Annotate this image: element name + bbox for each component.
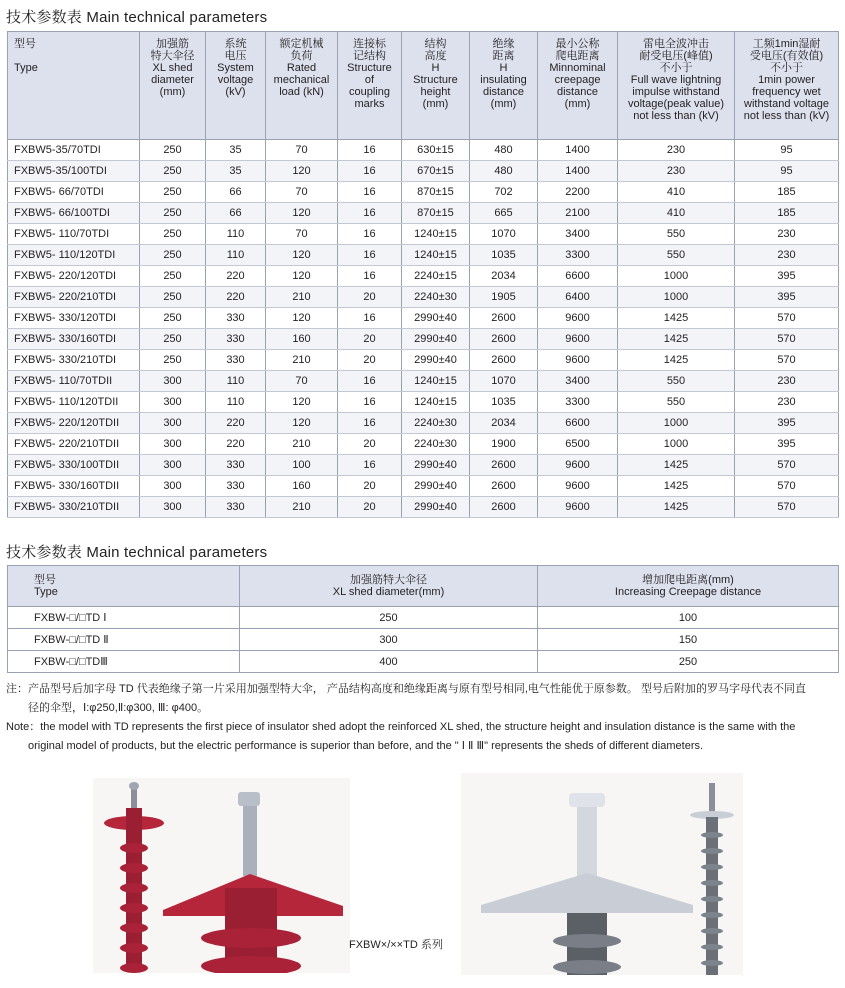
table-cell: 550: [618, 224, 735, 245]
column-header-en: insulating: [480, 74, 527, 86]
table-cell: 120: [266, 245, 338, 266]
column-header-en: Rated: [286, 62, 317, 74]
note-english: [6, 718, 840, 756]
column-header-en: (mm): [422, 98, 449, 110]
table-cell: 300: [140, 476, 206, 497]
grey-insulator-illustration: [461, 773, 743, 975]
table-cell: 2600: [470, 476, 538, 497]
column-header: [8, 566, 240, 607]
table-cell: 6400: [538, 287, 618, 308]
table-cell: 250: [140, 140, 206, 161]
table-cell: 9600: [538, 329, 618, 350]
column-header-en: voltage: [217, 74, 254, 86]
table-cell: 300: [140, 392, 206, 413]
table-cell: 550: [618, 245, 735, 266]
model-type-cell: FXBW5- 220/120TDI: [8, 266, 140, 287]
column-header-en: of: [364, 74, 375, 86]
column-header: [538, 566, 839, 607]
table-cell: 120: [266, 161, 338, 182]
table-row: [8, 392, 839, 413]
table-cell: 400: [240, 651, 538, 673]
model-type-cell: FXBW5-35/70TDI: [8, 140, 140, 161]
table-cell: 870±15: [402, 203, 470, 224]
table-cell: 16: [338, 455, 402, 476]
table-row: [8, 455, 839, 476]
table-cell: 1425: [618, 308, 735, 329]
table-cell: 2600: [470, 455, 538, 476]
model-type-cell: FXBW5- 220/120TDII: [8, 413, 140, 434]
table-row: [8, 203, 839, 224]
table-cell: 2600: [470, 497, 538, 518]
table-cell: 16: [338, 224, 402, 245]
table-cell: 100: [538, 607, 839, 629]
table-cell: 110: [206, 371, 266, 392]
table-cell: 3400: [538, 224, 618, 245]
table-cell: 300: [240, 629, 538, 651]
model-type-cell: FXBW5- 110/70TDI: [8, 224, 140, 245]
table-cell: 9600: [538, 308, 618, 329]
table-cell: 395: [735, 266, 839, 287]
table-cell: 210: [266, 350, 338, 371]
table-cell: 480: [470, 161, 538, 182]
column-header-cn: 爬电距离: [555, 50, 600, 62]
note-en-line-1: Note：the model with TD represents the first piece of insulator shed adopt the reinforced XL shed, the structure height and insulation distance is the same with the: [6, 721, 796, 733]
red-insulator-illustration: [93, 778, 350, 973]
column-header: [266, 32, 338, 140]
table-cell: 3300: [538, 392, 618, 413]
model-type-cell: FXBW5- 330/160TDI: [8, 329, 140, 350]
table-cell: 1240±15: [402, 392, 470, 413]
table-cell: 3400: [538, 371, 618, 392]
table-row: [8, 140, 839, 161]
table-cell: 1400: [538, 140, 618, 161]
table-cell: 160: [266, 329, 338, 350]
model-type-cell: FXBW5-35/100TDI: [8, 161, 140, 182]
table-cell: 410: [618, 203, 735, 224]
table-cell: 1035: [470, 392, 538, 413]
table-cell: 16: [338, 266, 402, 287]
model-type-cell: FXBW5- 110/70TDII: [8, 371, 140, 392]
table-cell: 6600: [538, 413, 618, 434]
table-row: [8, 497, 839, 518]
table-cell: 2600: [470, 350, 538, 371]
table-cell: 1425: [618, 476, 735, 497]
column-header-en: Increasing Creepage distance: [614, 586, 762, 598]
column-header-en: load (kN): [279, 86, 324, 98]
column-header-cn: 结构: [424, 38, 447, 50]
table-cell: 1425: [618, 455, 735, 476]
table-cell: 570: [735, 350, 839, 371]
table-cell: 230: [618, 140, 735, 161]
technical-parameters-table: [7, 31, 839, 518]
table-cell: 570: [735, 308, 839, 329]
column-header-cn: 加强筋: [156, 38, 189, 50]
section-title-1: 技术参数表 Main technical parameters: [6, 9, 268, 26]
note-cn-line-2: 径的伞型，Ⅰ:φ250,Ⅱ:φ300, Ⅲ: φ400。: [28, 702, 209, 714]
table-cell: 70: [266, 182, 338, 203]
model-type-cell: FXBW5- 110/120TDI: [8, 245, 140, 266]
column-header: [338, 32, 402, 140]
table-cell: 9600: [538, 497, 618, 518]
table-row: [8, 161, 839, 182]
table-cell: 300: [140, 413, 206, 434]
table-cell: 670±15: [402, 161, 470, 182]
column-header-en: (kV): [225, 86, 246, 98]
column-header-cn: 连接标: [353, 38, 386, 50]
table-cell: 120: [266, 266, 338, 287]
table-cell: 2240±30: [402, 413, 470, 434]
red-insulator-photo: [93, 778, 350, 973]
table-cell: 95: [735, 161, 839, 182]
table-cell: 330: [206, 455, 266, 476]
model-type-cell: FXBW5- 110/120TDII: [8, 392, 140, 413]
table-cell: 665: [470, 203, 538, 224]
section-title-2: 技术参数表 Main technical parameters: [6, 544, 268, 561]
table-cell: 1070: [470, 371, 538, 392]
column-header-cn: 雷电全波冲击: [643, 38, 709, 50]
table-row: [8, 607, 839, 629]
column-header-cn: H: [431, 62, 440, 74]
table-row: [8, 224, 839, 245]
table-cell: 20: [338, 434, 402, 455]
table-cell: 16: [338, 308, 402, 329]
table-row: [8, 413, 839, 434]
column-header-en: (mm): [564, 98, 591, 110]
model-type-cell: FXBW5- 220/210TDII: [8, 434, 140, 455]
table-cell: 95: [735, 140, 839, 161]
table-cell: 300: [140, 434, 206, 455]
column-header-cn: 记结构: [353, 50, 386, 62]
table-cell: 16: [338, 371, 402, 392]
table-cell: 16: [338, 203, 402, 224]
table-cell: 220: [206, 434, 266, 455]
table-cell: 300: [140, 455, 206, 476]
table-cell: 1240±15: [402, 245, 470, 266]
table-cell: 1425: [618, 329, 735, 350]
table-cell: 220: [206, 287, 266, 308]
column-header-cn: 负荷: [290, 50, 313, 62]
table-row: [8, 182, 839, 203]
table-cell: 1000: [618, 413, 735, 434]
column-header-cn: 电压: [224, 50, 247, 62]
table-cell: 230: [618, 161, 735, 182]
table-cell: 1000: [618, 266, 735, 287]
table-cell: 300: [140, 497, 206, 518]
column-header-cn: 额定机械: [279, 38, 324, 50]
table-cell: 1035: [470, 245, 538, 266]
note-en-line-2: original model of products, but the electric performance is superior than before, and the " Ⅰ Ⅱ Ⅲ" represents the sheds of different diameters.: [28, 740, 704, 752]
table-cell: 210: [266, 434, 338, 455]
table-cell: 1905: [470, 287, 538, 308]
table-cell: 160: [266, 476, 338, 497]
table-cell: 2240±30: [402, 434, 470, 455]
table-cell: 2034: [470, 266, 538, 287]
table-cell: 230: [735, 224, 839, 245]
table-cell: 20: [338, 329, 402, 350]
column-header-en: XL shed diameter(mm): [332, 586, 445, 598]
table-cell: 2200: [538, 182, 618, 203]
table-cell: 70: [266, 140, 338, 161]
table-cell: 70: [266, 224, 338, 245]
column-header-en: withstand voltage: [744, 98, 829, 110]
column-header-cn: 型号: [14, 38, 36, 50]
column-header-en: marks: [354, 98, 385, 110]
column-header-en: 1min power: [758, 74, 815, 86]
model-type-cell: FXBW-□/□TDⅢ: [8, 651, 240, 673]
model-type-cell: FXBW5- 330/120TDI: [8, 308, 140, 329]
table-row: [8, 651, 839, 673]
table-cell: 110: [206, 245, 266, 266]
shed-diameter-table: [7, 565, 839, 673]
table-cell: 550: [618, 371, 735, 392]
column-header-cn: 距离: [492, 50, 515, 62]
column-header-en: (mm): [159, 86, 186, 98]
table-cell: 250: [140, 308, 206, 329]
table-cell: 2990±40: [402, 497, 470, 518]
table-cell: 2240±30: [402, 287, 470, 308]
table-cell: 250: [140, 161, 206, 182]
table-cell: 1000: [618, 287, 735, 308]
column-header-en: not less than (kV): [633, 110, 719, 122]
table-cell: 16: [338, 140, 402, 161]
column-header-en: frequency wet: [752, 86, 821, 98]
column-header-en: diameter: [151, 74, 194, 86]
table-cell: 570: [735, 476, 839, 497]
table-cell: 550: [618, 392, 735, 413]
column-header-cn: 系统: [224, 38, 247, 50]
table-cell: 870±15: [402, 182, 470, 203]
column-header-cn: 加强筋特大伞径: [350, 574, 427, 586]
table-cell: 220: [206, 266, 266, 287]
column-header-cn: 增加爬电距离(mm): [642, 574, 734, 586]
table-cell: 16: [338, 161, 402, 182]
table-cell: 120: [266, 203, 338, 224]
column-header-cn: H: [499, 62, 508, 74]
model-type-cell: FXBW5- 66/70TDI: [8, 182, 140, 203]
table-cell: 20: [338, 476, 402, 497]
model-type-cell: FXBW-□/□TD Ⅱ: [8, 629, 240, 651]
table-cell: 120: [266, 392, 338, 413]
table-cell: 250: [140, 245, 206, 266]
table-cell: 395: [735, 287, 839, 308]
table-cell: 20: [338, 350, 402, 371]
table-cell: 2240±15: [402, 266, 470, 287]
table-row: [8, 329, 839, 350]
column-header: [735, 32, 839, 140]
table-cell: 330: [206, 350, 266, 371]
table-row: [8, 350, 839, 371]
column-header: [402, 32, 470, 140]
table-cell: 250: [538, 651, 839, 673]
column-header-en: Structure: [347, 62, 392, 74]
column-header: [470, 32, 538, 140]
table-cell: 250: [140, 182, 206, 203]
table-row: [8, 434, 839, 455]
table-cell: 2990±40: [402, 476, 470, 497]
model-type-cell: FXBW-□/□TD Ⅰ: [8, 607, 240, 629]
model-type-cell: FXBW5- 330/100TDII: [8, 455, 140, 476]
table-cell: 16: [338, 392, 402, 413]
column-header-cn: 高度: [424, 50, 447, 62]
column-header-en: Type: [34, 586, 58, 598]
table-row: [8, 287, 839, 308]
table-cell: 2990±40: [402, 455, 470, 476]
table-cell: 150: [538, 629, 839, 651]
column-header: [206, 32, 266, 140]
table-cell: 35: [206, 140, 266, 161]
column-header-cn: 绝缘: [492, 38, 515, 50]
column-header-en: not less than (kV): [743, 110, 830, 122]
model-type-cell: FXBW5- 330/210TDI: [8, 350, 140, 371]
table-cell: 110: [206, 392, 266, 413]
table-cell: 9600: [538, 476, 618, 497]
table-cell: 16: [338, 245, 402, 266]
table-row: [8, 308, 839, 329]
column-header-en: Type: [14, 62, 38, 74]
table-cell: 2990±40: [402, 329, 470, 350]
table-cell: 2990±40: [402, 308, 470, 329]
table-cell: 230: [735, 371, 839, 392]
column-header-cn: 不小于: [659, 62, 693, 74]
column-header-en: (mm): [490, 98, 517, 110]
table-cell: 395: [735, 413, 839, 434]
table-cell: 1240±15: [402, 371, 470, 392]
table-cell: 702: [470, 182, 538, 203]
note-chinese: [6, 680, 840, 718]
table-cell: 185: [735, 182, 839, 203]
table-cell: 120: [266, 413, 338, 434]
column-header-en: Structure: [413, 74, 458, 86]
table-cell: 250: [140, 266, 206, 287]
column-header: [8, 32, 140, 140]
table-cell: 2600: [470, 308, 538, 329]
table-cell: 395: [735, 434, 839, 455]
column-header-en: coupling: [349, 86, 390, 98]
column-header-cn: 型号: [34, 574, 56, 586]
table-cell: 250: [140, 224, 206, 245]
column-header: [618, 32, 735, 140]
column-header-cn: 耐受电压(峰值): [639, 50, 713, 62]
column-header-en: Full wave lightning: [630, 74, 722, 86]
column-header-cn: 受电压(有效值): [749, 50, 824, 62]
table-cell: 330: [206, 329, 266, 350]
model-type-cell: FXBW5- 220/210TDI: [8, 287, 140, 308]
model-type-cell: FXBW5- 330/210TDII: [8, 497, 140, 518]
table-cell: 570: [735, 329, 839, 350]
table-cell: 6600: [538, 266, 618, 287]
table-row: [8, 629, 839, 651]
table-cell: 330: [206, 476, 266, 497]
table-cell: 410: [618, 182, 735, 203]
table-cell: 1900: [470, 434, 538, 455]
table-cell: 2990±40: [402, 350, 470, 371]
column-header-en: System: [217, 62, 254, 74]
note-cn-line-1: 注：产品型号后加字母 TD 代表绝缘子第一片采用加强型特大伞， 产品结构高度和绝缘距离与原有型号相同,电气性能优于原参数。 型号后附加的罗马字母代表不同直: [6, 683, 806, 695]
table-cell: 6500: [538, 434, 618, 455]
column-header-en: height: [420, 86, 451, 98]
column-header: [538, 32, 618, 140]
table-cell: 16: [338, 413, 402, 434]
table-cell: 480: [470, 140, 538, 161]
model-type-cell: FXBW5- 330/160TDII: [8, 476, 140, 497]
table-row: [8, 266, 839, 287]
table-cell: 220: [206, 413, 266, 434]
table-cell: 570: [735, 497, 839, 518]
table-cell: 330: [206, 497, 266, 518]
table-cell: 250: [140, 203, 206, 224]
column-header-en: XL shed: [152, 62, 193, 74]
table-cell: 1070: [470, 224, 538, 245]
table-cell: 1425: [618, 497, 735, 518]
table-cell: 330: [206, 308, 266, 329]
table-cell: 20: [338, 287, 402, 308]
column-header-en: Minnominal: [549, 62, 606, 74]
table-cell: 230: [735, 392, 839, 413]
table-cell: 35: [206, 161, 266, 182]
grey-insulator-photo: [461, 773, 743, 975]
table-cell: 250: [240, 607, 538, 629]
table-cell: 250: [140, 287, 206, 308]
table-cell: 2600: [470, 329, 538, 350]
column-header-en: impulse withstand: [632, 86, 720, 98]
table-row: [8, 476, 839, 497]
photo-caption: FXBW×/××TD 系列: [349, 939, 443, 951]
table-cell: 70: [266, 371, 338, 392]
column-header-en: mechanical: [273, 74, 330, 86]
table-cell: 630±15: [402, 140, 470, 161]
column-header-cn: 最小公称: [555, 38, 600, 50]
column-header-cn: 不小于: [770, 62, 803, 74]
table-cell: 16: [338, 182, 402, 203]
column-header: [240, 566, 538, 607]
table-cell: 1400: [538, 161, 618, 182]
table-cell: 300: [140, 371, 206, 392]
table-cell: 250: [140, 329, 206, 350]
table-row: [8, 245, 839, 266]
table-cell: 1425: [618, 350, 735, 371]
table-cell: 1000: [618, 434, 735, 455]
table-cell: 210: [266, 497, 338, 518]
table-cell: 2034: [470, 413, 538, 434]
table-cell: 66: [206, 182, 266, 203]
table-cell: 250: [140, 350, 206, 371]
table-cell: 1240±15: [402, 224, 470, 245]
table-cell: 9600: [538, 455, 618, 476]
column-header-en: distance: [557, 86, 598, 98]
model-type-cell: FXBW5- 66/100TDI: [8, 203, 140, 224]
table-cell: 2100: [538, 203, 618, 224]
column-header-cn: 特大伞径: [150, 50, 195, 62]
table-cell: 185: [735, 203, 839, 224]
column-header-en: creepage: [554, 74, 601, 86]
table-cell: 100: [266, 455, 338, 476]
column-header-cn: 工频1min湿耐: [752, 38, 821, 50]
column-header: [140, 32, 206, 140]
table-cell: 3300: [538, 245, 618, 266]
table-cell: 120: [266, 308, 338, 329]
table-cell: 66: [206, 203, 266, 224]
table-cell: 230: [735, 245, 839, 266]
table-cell: 570: [735, 455, 839, 476]
column-header-en: voltage(peak value): [627, 98, 724, 110]
table-cell: 9600: [538, 350, 618, 371]
table-row: [8, 371, 839, 392]
column-header-en: distance: [483, 86, 524, 98]
table-cell: 20: [338, 497, 402, 518]
table-cell: 210: [266, 287, 338, 308]
table-cell: 110: [206, 224, 266, 245]
